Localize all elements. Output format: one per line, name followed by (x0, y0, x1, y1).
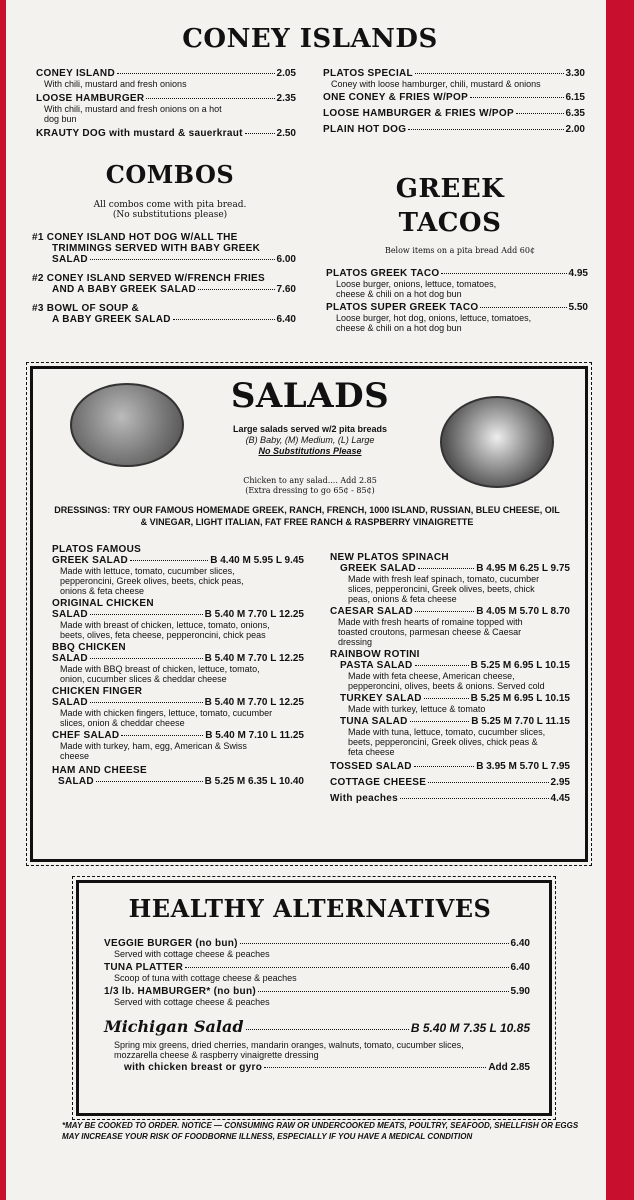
coney-right-list (323, 68, 585, 135)
item-price: 2.00 (565, 124, 585, 135)
item-name: ONE CONEY & FRIES W/POP (323, 92, 469, 103)
chicken-addon-note (200, 476, 420, 496)
chicken-addon-line: Chicken to any salad.... Add 2.85 (243, 476, 377, 485)
item-price: B 3.95 M 5.70 L 7.95 (476, 761, 570, 772)
item-name: SALAD (58, 776, 94, 787)
combo-line: AND A BABY GREEK SALAD (52, 284, 197, 295)
item-name: LOOSE HAMBURGER (36, 93, 145, 104)
combo-line: TRIMMINGS SERVED WITH BABY GREEK (52, 243, 261, 254)
salad-item (330, 716, 570, 757)
salad-item (330, 761, 570, 772)
salads-left-list (52, 544, 304, 787)
item-desc: With chili, mustard and fresh onions on a hot dog bun (44, 104, 222, 124)
combos-list (32, 232, 296, 325)
item-price: 4.45 (550, 793, 570, 804)
combos-note (70, 200, 270, 220)
healthy-list (104, 938, 530, 1073)
combo-line: #2 CONEY ISLAND SERVED W/FRENCH FRIES (32, 273, 265, 284)
menu-item (323, 92, 585, 103)
salad-heading: HAM AND CHEESE (52, 765, 147, 776)
combo-item (32, 303, 296, 325)
item-name: PLATOS SPECIAL (323, 68, 413, 79)
item-desc: Served with cottage cheese & peaches (114, 997, 270, 1007)
salad-photo-left (70, 383, 184, 467)
salad-item (330, 777, 570, 788)
tacos-list (326, 268, 588, 333)
item-price: B 5.25 M 6.95 L 10.15 (470, 693, 570, 704)
item-name: PLAIN HOT DOG (323, 124, 407, 135)
addon-row (104, 1062, 530, 1073)
item-name: COTTAGE CHEESE (330, 777, 427, 788)
item-desc: Made with BBQ breast of chicken, lettuce, tomato, onion, cucumber slices & cheddar cheese (60, 664, 260, 684)
item-desc: With chili, mustard and fresh onions (44, 79, 187, 89)
salads-intro-line: (B) Baby, (M) Medium, (L) Large (245, 435, 375, 445)
salad-heading: BBQ CHICKEN (52, 642, 126, 653)
coney-islands-title: CONEY ISLANDS (182, 24, 438, 54)
salads-right-list (330, 552, 570, 804)
item-name: With peaches (330, 793, 398, 804)
michigan-salad-row (104, 1017, 530, 1036)
coney-left-list (36, 68, 296, 139)
salad-item (330, 793, 570, 804)
combo-item (32, 273, 296, 295)
item-name: TOSSED SALAD (330, 761, 412, 772)
item-desc: Made with lettuce, tomato, cucumber slices, pepperoncini, Greek olives, beets, chick peas, onions & feta cheese (60, 566, 244, 596)
item-price: B 5.40 M 7.70 L 12.25 (204, 697, 304, 708)
combos-note-line: All combos come with pita bread. (93, 200, 247, 210)
item-price: 5.90 (510, 986, 530, 997)
salad-heading: RAINBOW ROTINI (330, 649, 420, 660)
combo-price: 6.00 (276, 254, 296, 265)
combos-title: COMBOS (105, 160, 235, 189)
healthy-title: HEALTHY ALTERNATIVES (128, 894, 492, 923)
combo-line: #3 BOWL OF SOUP & (32, 303, 139, 314)
item-price: 6.35 (565, 108, 585, 119)
item-name: SALAD (52, 697, 88, 708)
item-desc: Loose burger, hot dog, onions, lettuce, tomatoes, cheese & chili on a hot dog bun (336, 313, 532, 333)
item-price: B 4.95 M 6.25 L 9.75 (476, 563, 570, 574)
salad-item (330, 563, 570, 604)
item-price: 2.35 (276, 93, 296, 104)
red-background-edge (606, 0, 634, 1200)
addon-name: with chicken breast or gyro (124, 1062, 263, 1073)
item-price: B 5.25 M 7.70 L 11.15 (471, 716, 570, 727)
salad-heading: PLATOS FAMOUS (52, 544, 142, 555)
menu-item (323, 68, 585, 89)
salad-heading: CHICKEN FINGER (52, 686, 143, 697)
item-desc: Coney with loose hamburger, chili, mustard & onions (331, 79, 541, 89)
combo-line: #1 CONEY ISLAND HOT DOG W/ALL THE (32, 232, 238, 243)
item-price: B 5.25 M 6.95 L 10.15 (470, 660, 570, 671)
menu-item (36, 68, 296, 89)
item-desc: Made with turkey, ham, egg, American & Swiss cheese (60, 741, 247, 761)
menu-item (323, 108, 585, 119)
combo-line: A BABY GREEK SALAD (52, 314, 171, 325)
item-desc: Scoop of tuna with cottage cheese & peaches (114, 973, 297, 983)
salad-item (330, 660, 570, 691)
item-desc: Loose burger, onions, lettuce, tomatoes, cheese & chili on a hot dog bun (336, 279, 497, 299)
item-price: 3.30 (565, 68, 585, 79)
healthy-item (104, 938, 530, 959)
menu-item (36, 128, 296, 139)
salad-item (52, 686, 304, 728)
item-name: TUNA SALAD (340, 716, 408, 727)
item-price: 2.95 (550, 777, 570, 788)
item-name: PLATOS GREEK TACO (326, 268, 440, 279)
item-price: 2.50 (276, 128, 296, 139)
salad-item (52, 730, 304, 761)
item-name: SALAD (52, 653, 88, 664)
healthy-item (104, 962, 530, 983)
item-name: GREEK SALAD (52, 555, 129, 566)
item-desc: Made with turkey, lettuce & tomato (348, 704, 486, 714)
item-name: TUNA PLATTER (104, 962, 184, 973)
combo-item (32, 232, 296, 265)
item-price: 5.50 (568, 302, 588, 313)
item-price: B 4.05 M 5.70 L 8.70 (476, 606, 570, 617)
item-name: PASTA SALAD (340, 660, 413, 671)
salad-photo-right (440, 396, 554, 488)
tacos-title-line: GREEK (395, 174, 505, 204)
item-price: B 5.40 M 7.70 L 12.25 (204, 609, 304, 620)
healthy-item (104, 986, 530, 1007)
salads-intro-line: Large salads served w/2 pita breads (232, 424, 388, 434)
combo-price: 6.40 (276, 314, 296, 325)
item-desc: Made with fresh hearts of romaine topped with toasted croutons, parmesan cheese & Caesar dressing (338, 617, 523, 647)
item-name: CAESAR SALAD (330, 606, 414, 617)
salad-item (52, 544, 304, 596)
greek-tacos-title (370, 172, 530, 240)
item-name: TURKEY SALAD (340, 693, 422, 704)
salads-intro-line: No Substitutions Please (258, 446, 362, 456)
item-price: B 5.40 M 7.70 L 12.25 (204, 653, 304, 664)
salad-heading: NEW PLATOS SPINACH (330, 552, 449, 563)
salad-item (330, 693, 570, 714)
item-price: B 4.40 M 5.95 L 9.45 (210, 555, 304, 566)
item-price: 6.15 (565, 92, 585, 103)
item-name: SALAD (52, 609, 88, 620)
taco-item (326, 268, 588, 299)
salads-intro (200, 424, 420, 457)
item-name: LOOSE HAMBURGER & FRIES W/POP (323, 108, 514, 119)
salads-title: SALADS (230, 376, 390, 416)
item-price: 6.40 (510, 962, 530, 973)
tacos-title-line: TACOS (398, 208, 502, 238)
taco-item (326, 302, 588, 333)
item-name: PLATOS SUPER GREEK TACO (326, 302, 479, 313)
item-name: KRAUTY DOG with mustard & sauerkraut (36, 128, 243, 139)
salad-item (52, 598, 304, 640)
combo-line: SALAD (52, 254, 88, 265)
food-safety-notice: *MAY BE COOKED TO ORDER. NOTICE — CONSUMING RAW OR UNDERCOOKED MEATS, POULTRY, SEAFOOD, SHELLFISH OR EGGS MAY INCREASE YOUR RISK OF FOODBORNE ILLNESS, ESPECIALLY IF YOU HAVE A MEDICAL CONDITION (62, 1121, 579, 1141)
item-price: B 5.25 M 6.35 L 10.40 (204, 776, 304, 787)
item-price: 4.95 (568, 268, 588, 279)
menu-item (36, 93, 296, 124)
item-desc: Served with cottage cheese & peaches (114, 949, 270, 959)
item-name: GREEK SALAD (340, 563, 417, 574)
combos-note-line: (No substitutions please) (112, 210, 228, 220)
item-desc: Made with fresh leaf spinach, tomato, cucumber slices, pepperoncini, Greek olives, beets, chick peas, onions & feta cheese (348, 574, 540, 604)
salad-item (52, 765, 304, 787)
combo-price: 7.60 (276, 284, 296, 295)
michigan-salad-desc: Spring mix greens, dried cherries, mandarin oranges, walnuts, tomato, cucumber slices, mozzarella cheese & raspberry vinaigrette dressing (114, 1040, 464, 1060)
item-name: 1/3 lb. HAMBURGER* (no bun) (104, 986, 256, 997)
item-name: VEGGIE BURGER (no bun) (104, 938, 238, 949)
item-desc: Made with tuna, lettuce, tomato, cucumber slices, beets, pepperoncini, Greek olives, chick peas & feta cheese (348, 727, 546, 757)
item-desc: Made with breast of chicken, lettuce, tomato, onions, beets, olives, feta cheese, pepperoncini, chick peas (60, 620, 270, 640)
tacos-note: Below items on a pita bread Add 60¢ (384, 246, 536, 255)
salad-heading: ORIGINAL CHICKEN (52, 598, 154, 609)
salad-item (52, 642, 304, 684)
item-price: 6.40 (510, 938, 530, 949)
item-price: 2.05 (276, 68, 296, 79)
item-name: CONEY ISLAND (36, 68, 115, 79)
addon-price: Add 2.85 (488, 1062, 530, 1073)
dressings-text: DRESSINGS: TRY OUR FAMOUS HOMEMADE GREEK, RANCH, FRENCH, 1000 ISLAND, RUSSIAN, BLEU CHEESE, OIL & VINEGAR, LIGHT ITALIAN, FAT FREE RANCH & RASPBERRY VINAIGRETTE (54, 505, 560, 527)
michigan-salad-name: Michigan Salad (104, 1017, 244, 1036)
menu-item (323, 124, 585, 135)
item-name: CHEF SALAD (52, 730, 120, 741)
salad-item (330, 606, 570, 647)
item-desc: Made with feta cheese, American cheese, pepperoncini, olives, beets & onions. Served cold (348, 671, 545, 691)
michigan-salad-price: B 5.40 M 7.35 L 10.85 (410, 1021, 530, 1035)
chicken-addon-line: (Extra dressing to go 65¢ - 85¢) (245, 486, 375, 495)
item-price: B 5.40 M 7.10 L 11.25 (205, 730, 304, 741)
item-desc: Made with chicken fingers, lettuce, tomato, cucumber slices, onion & cheddar cheese (60, 708, 273, 728)
